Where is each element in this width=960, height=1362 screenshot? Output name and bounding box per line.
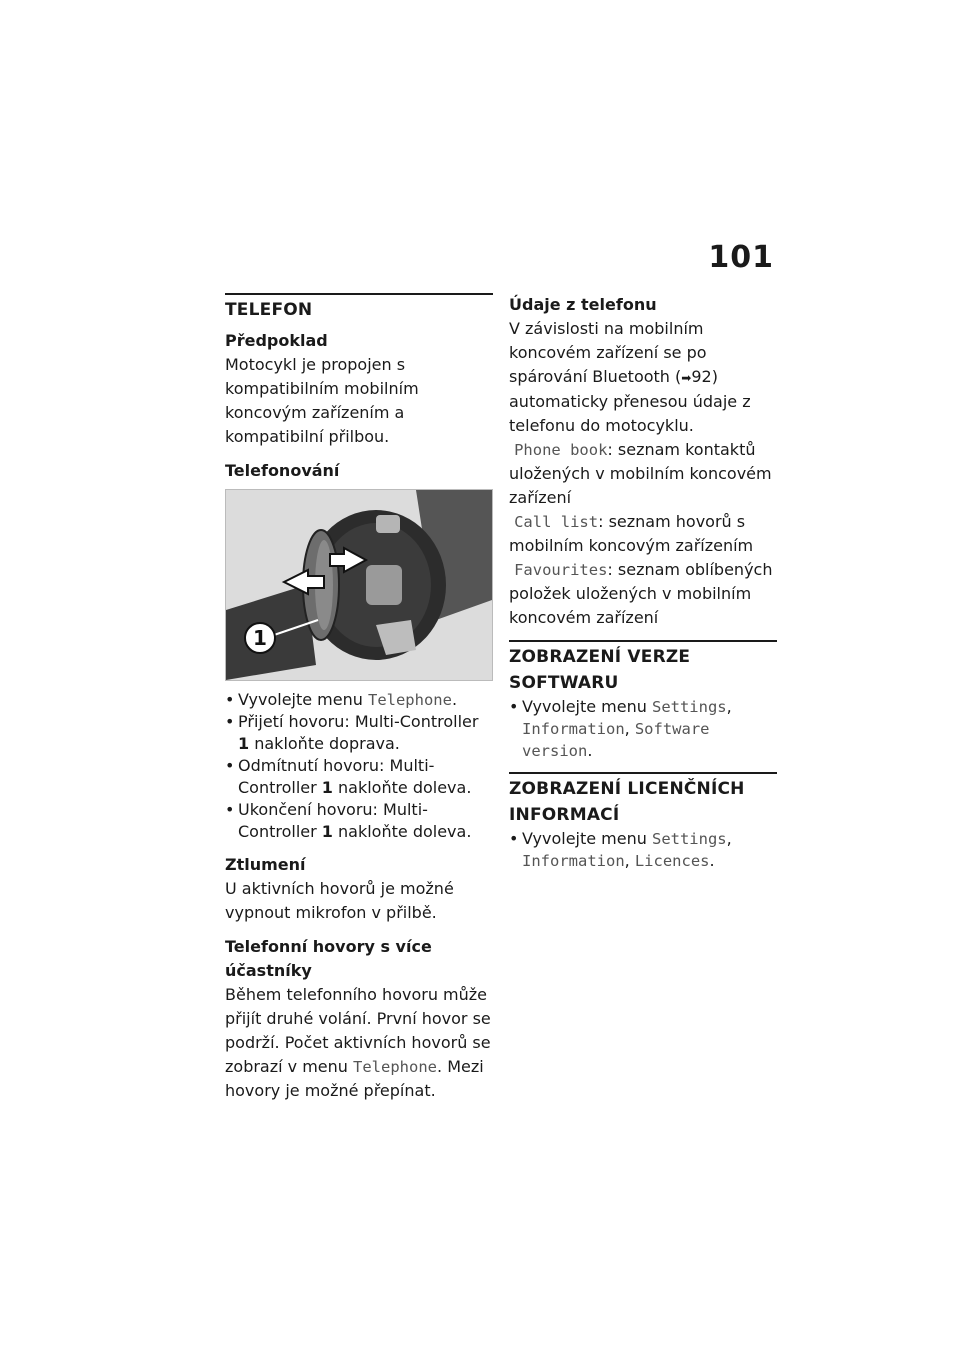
udaje-heading: Údaje z telefonu bbox=[509, 295, 657, 314]
section-title-software: ZOBRAZENÍ VERZE SOFTWARU bbox=[509, 647, 691, 693]
handlebar-illustration bbox=[226, 490, 492, 680]
section-rule bbox=[225, 293, 493, 295]
callout-label: 1 bbox=[253, 626, 267, 650]
multi-call-text: Během telefonního hovoru může přijít druhé volání. První hovor se podrží. Počet aktivních hovorů se zobrazí v menu Telephone. Mezi hovory je možné přepínat. bbox=[225, 985, 491, 1100]
udaje-text: V závislosti na mobilním koncovém zařízení se po spárování Bluetooth (➡92) automaticky přenesou údaje z telefonu do motocyklu. bbox=[509, 319, 751, 435]
software-list bbox=[509, 696, 777, 762]
handlebar-controller-figure bbox=[225, 489, 493, 681]
section-rule bbox=[509, 772, 777, 774]
ztlumeni-heading: Ztlumení bbox=[225, 855, 306, 874]
entry-call-list: Call list: seznam hovorů s mobilním koncovým zařízením bbox=[509, 512, 754, 555]
list-item: • Odmítnutí hovoru: Multi-Controller 1 nakloňte doleva. bbox=[225, 755, 493, 799]
telefonovani-list bbox=[225, 689, 493, 843]
predpoklad-heading: Předpoklad bbox=[225, 331, 328, 350]
section-rule bbox=[509, 640, 777, 642]
entry-favourites: Favourites: seznam oblíbených položek uložených v mobilním koncovém zařízení bbox=[509, 560, 773, 627]
licence-list bbox=[509, 828, 777, 872]
list-item: • Ukončení hovoru: Multi-Controller 1 nakloňte doleva. bbox=[225, 799, 493, 843]
section-title-telefon: TELEFON bbox=[225, 300, 313, 320]
list-item: • Přijetí hovoru: Multi-Controller 1 nakloňte doprava. bbox=[225, 711, 493, 755]
predpoklad-text: Motocykl je propojen s kompatibilním mobilním koncovým zařízením a kompatibilní přilbou. bbox=[225, 355, 419, 446]
list-item: • Vyvolejte menu Settings, Information, Licences. bbox=[509, 828, 777, 872]
ztlumeni-text: U aktivních hovorů je možné vypnout mikrofon v přilbě. bbox=[225, 879, 454, 922]
list-item: • Vyvolejte menu Settings, Information, Software version. bbox=[509, 696, 777, 762]
multi-call-heading: Telefonní hovory s více účastníky bbox=[225, 937, 432, 980]
right-column bbox=[509, 293, 777, 872]
arrow-right-icon: ➡ bbox=[681, 371, 692, 385]
left-column bbox=[225, 293, 493, 1103]
section-title-licence: ZOBRAZENÍ LICENČNÍCH INFORMACÍ bbox=[509, 779, 745, 825]
list-item: • Vyvolejte menu Telephone. bbox=[225, 689, 493, 711]
page-number: 101 bbox=[708, 240, 774, 275]
telefonovani-heading: Telefonování bbox=[225, 461, 340, 480]
entry-phone-book: Phone book: seznam kontaktů uložených v mobilním koncovém zařízení bbox=[509, 440, 772, 507]
